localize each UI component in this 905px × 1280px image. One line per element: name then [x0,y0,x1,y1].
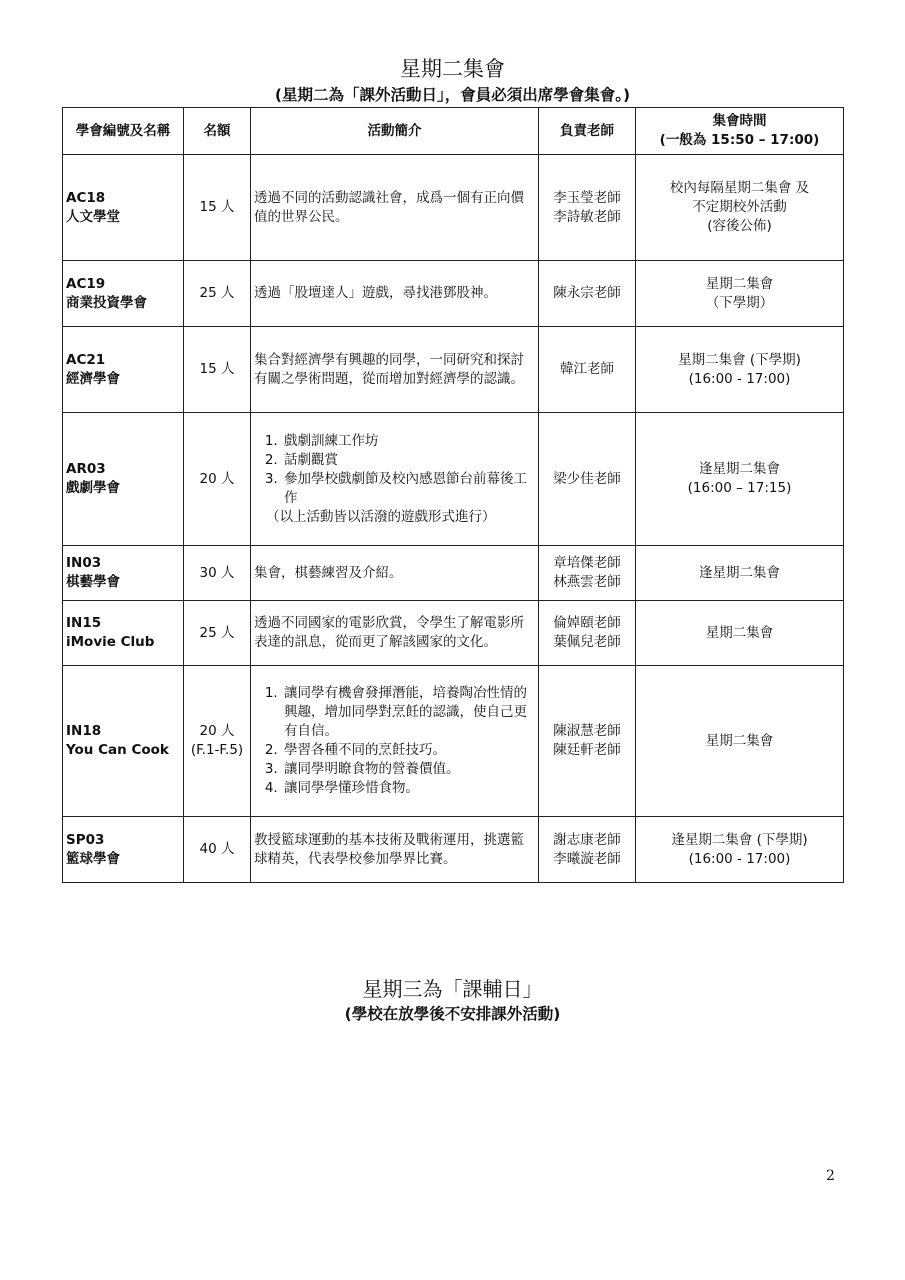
quota-cell: 15 人 [184,155,251,261]
teacher-name: 林燕雲老師 [553,574,621,590]
teacher-name: 陳永宗老師 [553,285,621,301]
time-line: 逢星期二集會 [699,564,780,581]
wednesday-subtitle: (學校在放學後不安排課外活動) [344,1005,561,1023]
time-line: 星期二集會 [705,275,774,292]
time-line: 逢星期二集會 (下學期) [671,831,808,848]
teacher-name: 梁少佳老師 [553,470,621,487]
time-line: (16:00 - 17:00) [688,370,791,387]
time-cell [636,327,844,413]
desc-cell: 透過「股壇達人」遊戲，尋找港鄧股神。 [251,261,539,327]
table-row [63,327,844,413]
desc-cell [251,413,539,546]
club-cell [63,413,184,546]
quota-note: (F.1-F.5) [190,742,244,758]
teacher-name: 葉佩兒老師 [553,634,621,650]
club-name: 人文學堂 [66,208,120,225]
club-code: AR03 [66,461,106,477]
club-code: SP03 [66,831,105,848]
header-time [636,108,844,155]
club-table [62,107,844,883]
club-cell [63,546,184,601]
table-header-row [63,108,844,155]
header-intro: 活動簡介 [251,108,539,155]
club-cell [63,601,184,666]
desc-note: （以上活動皆以活潑的遊戲形式進行） [266,508,496,525]
teacher-cell [539,546,636,601]
quota-cell: 25 人 [184,601,251,666]
time-cell [636,155,844,261]
teacher-cell [539,666,636,817]
time-line: 不定期校外活動 [692,199,787,215]
quota-cell: 20 人 [184,413,251,546]
list-item: 1. 讓同學有機會發揮潛能，培養陶冶性情的興趣，增加同學對烹飪的認識，使自己更有自信。 [282,684,535,741]
desc-cell: 集合對經濟學有興趣的同學，一同研究和探討有關之學術問題，從而增加對經濟學的認識。 [251,327,539,413]
list-item: 3. 讓同學明瞭食物的營養價值。 [282,760,535,779]
club-name: 戲劇學會 [66,480,120,496]
time-line: 星期二集會 [705,624,774,641]
header-time-line2: (一般為 15:50 – 17:00) [659,132,820,148]
club-name: 經濟學會 [66,370,120,387]
club-code: AC19 [66,275,106,292]
quota-cell [184,666,251,817]
header-quota: 名額 [184,108,251,155]
teacher-name: 陳廷軒老師 [553,742,621,758]
quota-value: 20 人 [199,723,235,739]
time-line: (16:00 - 17:00) [688,850,791,867]
club-name: iMovie Club [66,634,155,650]
table-row [63,601,844,666]
club-name: 商業投資學會 [66,294,147,311]
teacher-cell [539,413,636,546]
teacher-name: 韓江老師 [560,361,614,377]
list-item: 2. 學習各種不同的烹飪技巧。 [282,741,535,760]
time-cell [636,261,844,327]
table-row [63,546,844,601]
teacher-name: 陳淑慧老師 [553,723,621,739]
table-row [63,261,844,327]
list-item: 2. 話劇觀賞 [282,451,535,470]
club-name: You Can Cook [66,742,169,758]
teacher-cell [539,817,636,883]
table-row [63,817,844,883]
desc-cell: 集會，棋藝練習及介紹。 [251,546,539,601]
club-name: 籃球學會 [66,850,120,867]
club-name: 棋藝學會 [66,574,120,590]
time-line: 星期二集會 (下學期) [678,351,801,368]
club-code: IN15 [66,615,102,631]
header-teacher: 負責老師 [539,108,636,155]
club-cell [63,327,184,413]
club-cell [63,666,184,817]
teacher-name: 李玉瑩老師 [553,189,621,206]
quota-cell: 15 人 [184,327,251,413]
club-code: AC18 [66,189,106,206]
desc-list [254,432,535,508]
teacher-cell [539,261,636,327]
time-line: (16:00 – 17:15) [687,480,792,496]
time-cell [636,666,844,817]
header-club: 學會編號及名稱 [63,108,184,155]
teacher-name: 李曦漩老師 [553,850,621,867]
time-line: (容後公佈) [707,218,772,234]
club-code: AC21 [66,351,106,368]
quota-cell: 25 人 [184,261,251,327]
club-code: IN03 [66,555,102,571]
list-item: 1. 戲劇訓練工作坊 [282,432,535,451]
teacher-cell [539,327,636,413]
time-cell [636,546,844,601]
time-cell [636,413,844,546]
table-row [63,155,844,261]
desc-list [254,684,535,798]
page-title: 星期二集會 [400,57,505,81]
time-line: 校內每隔星期二集會 及 [669,180,810,196]
club-cell [63,261,184,327]
club-cell [63,817,184,883]
teacher-name: 謝志康老師 [553,831,621,848]
teacher-name: 李詩敏老師 [553,208,621,225]
teacher-name: 章培傑老師 [553,555,621,571]
desc-cell: 教授籃球運動的基本技術及戰術運用，挑選籃球精英，代表學校參加學界比賽。 [251,817,539,883]
list-item: 3. 參加學校戲劇節及校內感恩節台前幕後工作 [282,470,535,508]
wednesday-title: 星期三為「課輔日」 [362,977,543,1001]
desc-cell: 透過不同國家的電影欣賞，令學生了解電影所表達的訊息，從而更了解該國家的文化。 [251,601,539,666]
list-item: 4. 讓同學學懂珍惜食物。 [282,779,535,798]
time-line: （下學期） [705,294,774,311]
desc-cell [251,666,539,817]
table-row [63,666,844,817]
club-cell [63,155,184,261]
table-row [63,413,844,546]
teacher-cell [539,155,636,261]
teacher-name: 倫婥頤老師 [553,615,621,631]
time-line: 星期二集會 [705,732,774,749]
time-line: 逢星期二集會 [699,461,780,477]
club-code: IN18 [66,723,102,739]
desc-cell: 透過不同的活動認識社會，成爲一個有正向價值的世界公民。 [251,155,539,261]
page-number: 2 [826,1168,835,1184]
time-cell [636,601,844,666]
quota-cell: 30 人 [184,546,251,601]
page-subtitle: (星期二為「課外活動日」，會員必須出席學會集會。) [274,86,631,104]
time-cell [636,817,844,883]
header-time-line1: 集會時間 [712,113,767,129]
teacher-cell [539,601,636,666]
quota-cell: 40 人 [184,817,251,883]
